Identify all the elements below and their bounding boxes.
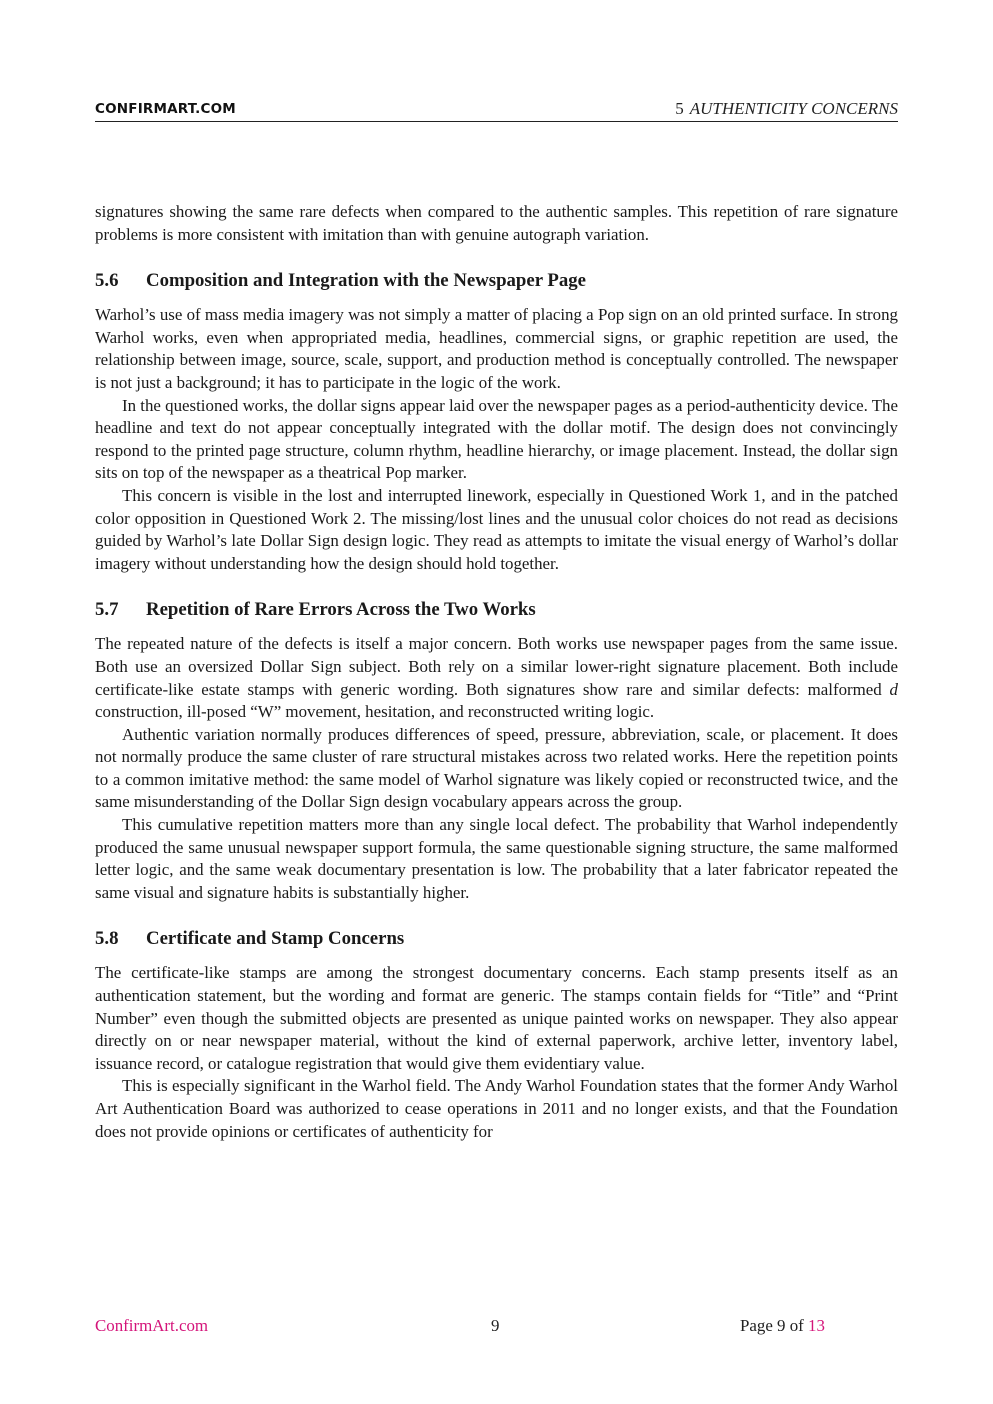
footer-page-count — [740, 1316, 825, 1336]
paragraph — [95, 633, 898, 723]
text-run: construction, ill-posed “W” movement, hesitation, and reconstructed writing logic. — [95, 702, 655, 722]
heading-number: 5.7 — [95, 599, 119, 621]
page-count-total-link[interactable]: 13 — [808, 1316, 825, 1335]
page-footer — [95, 1316, 898, 1338]
text-run: The repeated nature of the defects is itself a major concern. Both works use newspaper pages from the same issue. Both use an oversized Dollar Sign subject. Both rely on a similar lower-right signature placement. Both include certificate-like estate stamps with generic wording. Both signatures show rare and similar defects: malformed — [95, 634, 898, 699]
page-body — [95, 201, 898, 1143]
heading-number: 5.8 — [95, 928, 119, 950]
paragraph: This is especially significant in the Warhol field. The Andy Warhol Foundation states that the former Andy Warhol Art Authentication Board was authorized to cease operations in 2011 and no longer exists, and that the Foundation does not provide opinions or certificates of authenticity for — [95, 1076, 898, 1141]
paragraph: Warhol’s use of mass media imagery was not simply a matter of placing a Pop sign on an old printed surface. In strong Warhol works, even when appropriated media, headlines, commercial signs, or graphic repetition are used, the relationship between image, source, scale, support, and production method is conceptually controlled. The newspaper is not just a background; it has to participate in the logic of the work. — [95, 305, 898, 392]
heading-title: Composition and Integration with the Newspaper Page — [146, 270, 586, 292]
paragraph: The certificate-like stamps are among the strongest documentary concerns. Each stamp presents itself as an authentication statement, but the wording and format are generic. The stamps contain fields for “Title” and “Print Number” even though the submitted objects are presented as unique painted works on newspaper. They also appear directly on or near newspaper material, without the kind of external paperwork, archive letter, inventory label, issuance record, or catalogue registration that would give them evidentiary value. — [95, 963, 898, 1073]
heading-title: Repetition of Rare Errors Across the Two Works — [146, 599, 536, 621]
paragraph: This cumulative repetition matters more than any single local defect. The probability that Warhol independently produced the same unusual newspaper support formula, the same questionable signing structure, the same malformed letter logic, and the same weak documentary presentation is low. The probability that a later fabricator repeated the same visual and signature habits is substantially higher. — [95, 815, 898, 902]
paragraph: This concern is visible in the lost and interrupted linework, especially in Questioned Work 1, and in the patched color opposition in Questioned Work 2. The missing/lost lines and the unusual color choices do not read as decisions guided by Warhol’s late Dollar Sign design logic. They read as attempts to imitate the visual energy of Warhol’s dollar imagery without understanding how the design should hold together. — [95, 485, 898, 573]
heading-number: 5.6 — [95, 270, 119, 292]
running-section-title — [675, 99, 898, 119]
page-count-prefix: Page 9 of — [740, 1316, 809, 1335]
footer-page-number: 9 — [491, 1316, 500, 1335]
heading-5-6 — [95, 269, 898, 293]
heading-5-7 — [95, 598, 898, 622]
confirmart-logo: CONFIRMART.COM — [95, 101, 236, 117]
running-section-number: 5 — [675, 99, 684, 118]
page-header — [95, 99, 898, 122]
continuation-paragraph: signatures showing the same rare defects when compared to the authentic samples. This repetition of rare signature problems is more consistent with imitation than with genuine autograph variation. — [95, 202, 898, 244]
paragraph: In the questioned works, the dollar signs appear laid over the newspaper pages as a period-authenticity device. The headline and text do not appear conceptually integrated with the dollar motif. The design does not convincingly respond to the printed page structure, column rhythm, headline hierarchy, or image placement. Instead, the dollar sign sits on top of the newspaper as a theatrical Pop marker. — [95, 395, 898, 483]
heading-5-8 — [95, 927, 898, 951]
running-section-label: AUTHENTICITY CONCERNS — [689, 99, 898, 118]
italic-letter: d — [889, 679, 898, 699]
heading-title: Certificate and Stamp Concerns — [146, 928, 405, 950]
paragraph: Authentic variation normally produces differences of speed, pressure, abbreviation, scale, or placement. It does not normally produce the same cluster of rare structural mistakes across two related works. Here the repetition points to a common imitative method: the same model of Warhol signature was likely copied or reconstructed twice, and the same misunderstanding of the Dollar Sign design vocabulary appears across the group. — [95, 724, 898, 812]
footer-site-link[interactable]: ConfirmArt.com — [95, 1316, 209, 1335]
